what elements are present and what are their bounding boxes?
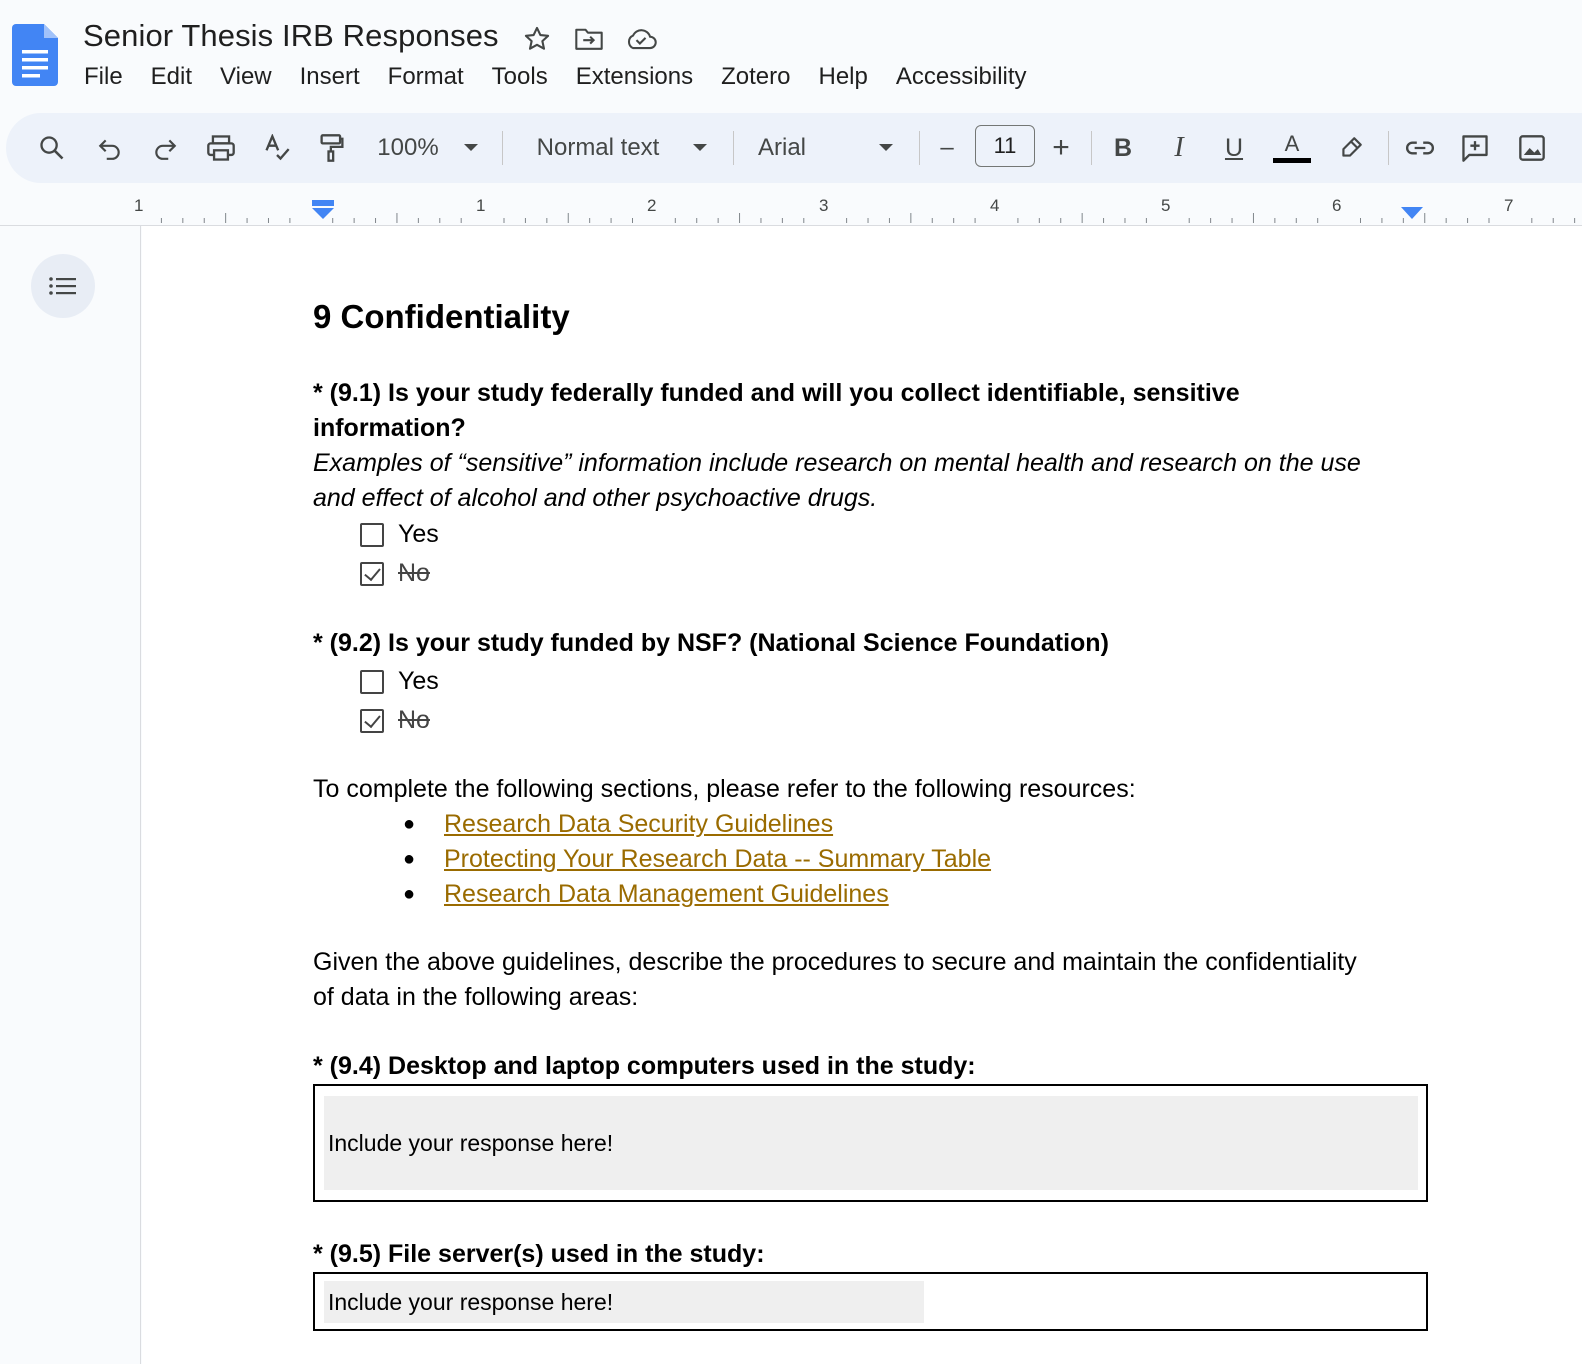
insert-link-icon[interactable] [1402, 128, 1438, 168]
style-dropdown-icon[interactable] [688, 128, 712, 168]
menu-tools[interactable]: Tools [491, 63, 548, 90]
menu-insert[interactable]: Insert [299, 63, 360, 90]
text-color-button[interactable] [1272, 128, 1312, 168]
bullet-icon: ● [403, 883, 416, 905]
checkbox-checked-icon[interactable] [360, 562, 384, 586]
underline-button[interactable]: U [1224, 133, 1244, 162]
question-9-1-note: Examples of “sensitive” information include research on mental health and research on the use [313, 449, 1361, 477]
ruler-ticks [0, 190, 1582, 226]
redo-icon[interactable] [147, 128, 183, 168]
docs-logo-icon[interactable] [12, 24, 58, 86]
bold-button[interactable]: B [1113, 133, 1133, 162]
undo-icon[interactable] [92, 128, 128, 168]
guidelines-text-cont: of data in the following areas: [313, 983, 639, 1011]
menu-view[interactable]: View [220, 63, 272, 90]
title-bar [0, 0, 1582, 112]
option-label: No [398, 706, 430, 734]
link-research-data-security[interactable]: Research Data Security Guidelines [444, 810, 834, 838]
list-item [403, 807, 991, 842]
menu-bar [70, 60, 1041, 94]
question-9-1-title: * (9.1) Is your study federally funded and will you collect identifiable, sensitive [313, 379, 1240, 407]
paragraph-style-select[interactable]: Normal text [536, 134, 660, 161]
menu-zotero[interactable]: Zotero [721, 63, 791, 90]
right-indent-marker[interactable] [1400, 206, 1424, 220]
increase-font-size-button[interactable]: + [1052, 131, 1070, 164]
list-item [403, 877, 991, 912]
resources-list [403, 807, 991, 912]
left-indent-marker[interactable] [311, 200, 335, 220]
option-label: No [398, 559, 430, 587]
list-item [403, 842, 991, 877]
spellcheck-icon[interactable] [259, 128, 295, 168]
resources-intro: To complete the following sections, please refer to the following resources: [313, 775, 1136, 803]
search-menus-icon[interactable] [34, 128, 70, 168]
left-margin [0, 226, 141, 1364]
section-heading: 9 Confidentiality [313, 298, 570, 335]
ruler-number: 4 [990, 196, 1000, 215]
toolbar [6, 113, 1582, 183]
question-9-1-note-cont: and effect of alcohol and other psychoactive drugs. [313, 484, 878, 512]
response-field-9-4[interactable]: Include your response here! [324, 1096, 1418, 1190]
ruler-number: 6 [1332, 196, 1342, 215]
zoom-select[interactable]: 100% [377, 134, 439, 161]
paint-format-icon[interactable] [314, 128, 350, 168]
link-protecting-research-data[interactable]: Protecting Your Research Data -- Summary Table [444, 845, 992, 873]
zoom-dropdown-icon[interactable] [459, 128, 483, 168]
ruler-number: 1 [134, 196, 144, 215]
font-dropdown-icon[interactable] [874, 128, 898, 168]
menu-format[interactable]: Format [387, 63, 464, 90]
font-size-input[interactable]: 11 [975, 125, 1035, 167]
menu-accessibility[interactable]: Accessibility [895, 63, 1027, 90]
checkbox-checked-icon[interactable] [360, 709, 384, 733]
bullet-icon: ● [403, 813, 416, 835]
checkbox-unchecked-icon[interactable] [360, 523, 384, 547]
ruler-number: 3 [819, 196, 829, 215]
response-field-9-5[interactable]: Include your response here! [324, 1281, 924, 1323]
document-page[interactable] [142, 226, 1582, 1364]
star-icon[interactable] [520, 22, 554, 56]
question-9-2-title: * (9.2) Is your study funded by NSF? (National Science Foundation) [313, 629, 1109, 657]
response-table-9-4[interactable] [313, 1084, 1428, 1202]
text-color-label: A [1284, 131, 1300, 156]
highlight-pen-icon[interactable] [1333, 128, 1369, 168]
ruler-number: 2 [647, 196, 657, 215]
move-folder-icon[interactable] [572, 22, 606, 56]
menu-file[interactable]: File [84, 63, 123, 90]
text-color-swatch [1273, 158, 1311, 163]
font-select[interactable]: Arial [758, 134, 807, 161]
guidelines-text: Given the above guidelines, describe the procedures to secure and maintain the confidentiality [313, 948, 1357, 976]
ruler-number: 5 [1161, 196, 1171, 215]
cloud-saved-icon[interactable] [624, 22, 658, 56]
checkbox-unchecked-icon[interactable] [360, 670, 384, 694]
document-title[interactable]: Senior Thesis IRB Responses [83, 18, 499, 53]
response-table-9-5[interactable] [313, 1272, 1428, 1331]
q92-option-yes[interactable] [360, 667, 439, 696]
option-label: Yes [398, 667, 439, 695]
q91-option-yes[interactable] [360, 520, 439, 549]
add-comment-icon[interactable] [1457, 128, 1493, 168]
decrease-font-size-button[interactable]: – [940, 134, 954, 161]
menu-extensions[interactable]: Extensions [575, 63, 694, 90]
ruler-number: 7 [1504, 196, 1514, 215]
horizontal-ruler[interactable] [0, 190, 1582, 226]
print-icon[interactable] [203, 128, 239, 168]
insert-image-icon[interactable] [1514, 128, 1550, 168]
option-label: Yes [398, 520, 439, 548]
menu-help[interactable]: Help [818, 63, 868, 90]
outline-list-icon [48, 275, 78, 297]
link-research-data-management[interactable]: Research Data Management Guidelines [444, 880, 889, 908]
menu-edit[interactable]: Edit [150, 63, 193, 90]
question-9-4-title: * (9.4) Desktop and laptop computers used in the study: [313, 1052, 976, 1080]
q92-option-no[interactable] [360, 706, 430, 735]
italic-button[interactable]: I [1174, 132, 1184, 163]
ruler-number: 1 [476, 196, 486, 215]
question-9-1-title-cont: information? [313, 414, 466, 442]
bullet-icon: ● [403, 848, 416, 870]
question-9-5-title: * (9.5) File server(s) used in the study: [313, 1240, 765, 1268]
q91-option-no[interactable] [360, 559, 430, 588]
document-outline-button[interactable] [31, 254, 95, 318]
